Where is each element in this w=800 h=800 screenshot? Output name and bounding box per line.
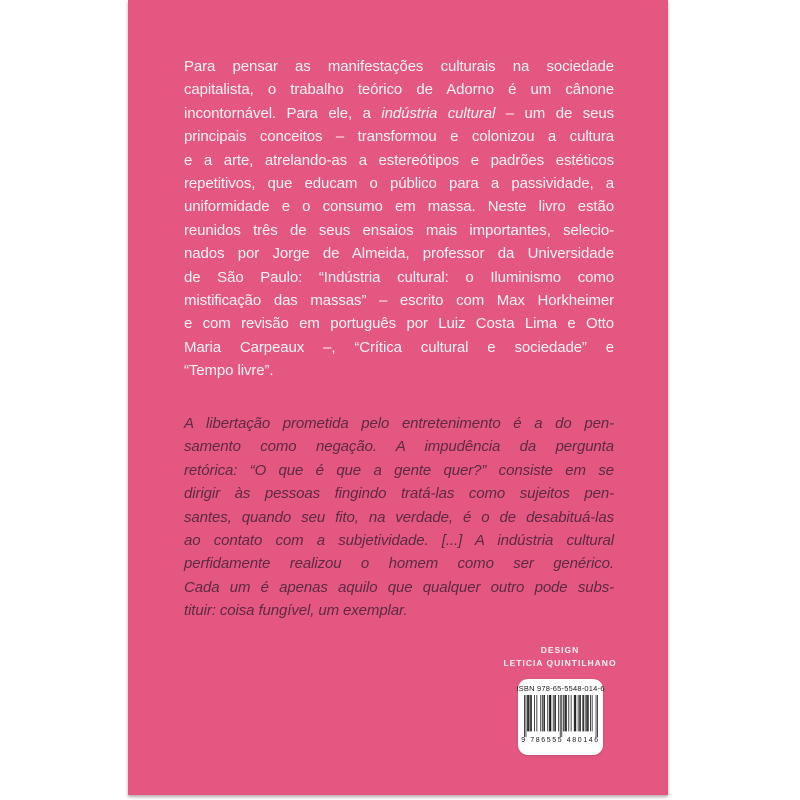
book-back-cover bbox=[128, 0, 668, 795]
text-line: perfidamente realizou o homem como ser genérico. bbox=[184, 555, 614, 573]
ean-barcode-icon bbox=[524, 695, 598, 737]
text-line: repetitivos, que educam o público para a passividade, a bbox=[184, 175, 614, 193]
credits-role: DESIGN bbox=[540, 645, 580, 655]
text-line: samento como negação. A impudência da pergunta bbox=[184, 438, 614, 456]
text-line: reunidos três de seus ensaios mais importantes, selecio- bbox=[184, 221, 614, 239]
text-line: A libertação prometida pelo entretenimento é a do pen- bbox=[184, 415, 614, 432]
text-line: dirigir às pessoas fingindo tratá-las como sujeitos pen- bbox=[184, 485, 614, 503]
text-line: nados por Jorge de Almeida, professor da Universidade bbox=[184, 245, 614, 263]
quote-paragraph bbox=[184, 412, 614, 623]
text-line: mistificação das massas” – escrito com Max Horkheimer bbox=[184, 292, 614, 310]
text-line: Para pensar as manifestações culturais na sociedade bbox=[184, 58, 614, 75]
text-line: de São Paulo: “Indústria cultural: o Iluminismo como bbox=[184, 268, 614, 286]
text-line: incontornável. Para ele, a indústria cultural – um de seus bbox=[184, 104, 614, 122]
text-line: capitalista, o trabalho teórico de Adorno é um cânone bbox=[184, 81, 614, 99]
text-line: “Tempo livre”. bbox=[184, 362, 274, 380]
text-line: tituir: coisa fungível, um exemplar. bbox=[184, 602, 408, 620]
text-line: ao contato com a subjetividade. [...] A indústria cultural bbox=[184, 532, 614, 550]
design-credits bbox=[460, 644, 660, 670]
text-line: uniformidade e o consumo em massa. Neste livro estão bbox=[184, 198, 614, 216]
isbn-text: ISBN 978-65-5548-014-6 bbox=[516, 684, 605, 693]
text-line: retórica: “O que é que a gente quer?” consiste em se bbox=[184, 461, 614, 479]
text-line: e com revisão em português por Luiz Costa Lima e Otto bbox=[184, 315, 614, 333]
text-line: Maria Carpeaux –, “Crítica cultural e sociedade” e bbox=[184, 338, 614, 356]
text-line: e a arte, atrelando-as a estereótipos e padrões estéticos bbox=[184, 151, 614, 169]
text-line: santes, quando seu fito, na verdade, é o de desabituá-las bbox=[184, 508, 614, 526]
credits-name: LETICIA QUINTILHANO bbox=[503, 658, 617, 668]
text-line: principais conceitos – transformou e colonizou a cultura bbox=[184, 128, 614, 146]
synopsis-paragraph bbox=[184, 55, 614, 383]
ean-digits: 9 786555 480146 bbox=[521, 737, 600, 744]
text-line: Cada um é apenas aquilo que qualquer outro pode subs- bbox=[184, 578, 614, 596]
barcode-label bbox=[518, 679, 603, 755]
